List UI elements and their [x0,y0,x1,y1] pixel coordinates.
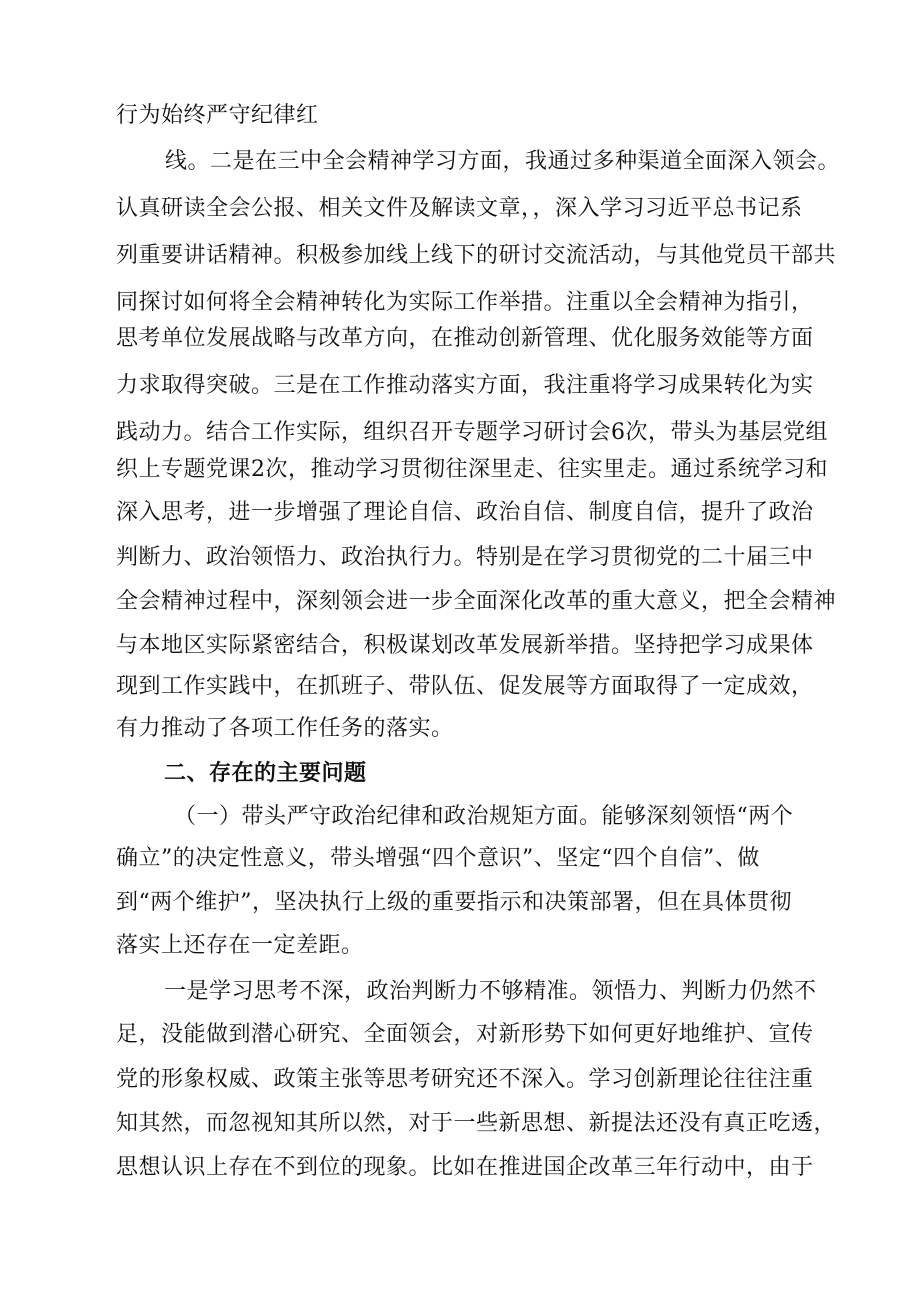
paragraph-line: 知其然，而忽视知其所以然，对于一些新思想、新提法还没有真正吃透， [116,1111,836,1136]
paragraph-line: 确立”的决定性意义，带头增强“四个意识”、坚定“四个自信”、做 [116,846,760,871]
paragraph-line: 线。二是在三中全会精神学习方面，我通过多种渠道全面深入领会。 [165,149,841,174]
paragraph-line: 有力推动了各项工作任务的落实。 [116,716,454,741]
paragraph-line: 一是学习思考不深，政治判断力不够精准。领悟力、判断力仍然不 [164,979,817,1004]
paragraph-line: 力求取得突破。三是在工作推动落实方面，我注重将学习成果转化为实 [116,373,814,398]
paragraph-line: 足，没能做到潜心研究、全面领会，对新形势下如何更好地维护、宣传 [116,1022,814,1047]
paragraph-line: 认真研读全会公报、相关文件及解读文章，，深入学习习近平总书记系 [116,196,803,221]
section-heading: 二、存在的主要问题 [164,761,367,786]
paragraph-line: 与本地区实际紧密结合，积极谋划改革发展新举措。坚持把学习成果体 [116,633,814,658]
paragraph-line: （一）带头严守政治纪律和政治规矩方面。能够深刻领悟“两个 [174,804,794,829]
paragraph-line: 到“两个维护”，坚决执行上级的重要指示和决策部署，但在具体贯彻 [116,890,792,915]
paragraph-line: 落实上还存在一定差距。 [116,933,364,958]
paragraph-line: 深入思考，进一步增强了理论自信、政治自信、制度自信，提升了政治 [116,500,814,525]
paragraph-line: 行为始终严守纪律红 [116,103,319,128]
paragraph-line: 织上专题党课2次，推动学习贯彻往深里走、往实里走。通过系统学习和 [116,457,828,482]
paragraph-line: 思考单位发展战略与改革方向，在推动创新管理、优化服务效能等方面 [116,326,814,351]
paragraph-line: 现到工作实践中，在抓班子、带队伍、促发展等方面取得了一定成效， [116,674,814,699]
paragraph-line: 同探讨如何将全会精神转化为实际工作举措。注重以全会精神为指引， [116,290,814,315]
paragraph-line: 判断力、政治领悟力、政治执行力。特别是在学习贯彻党的二十届三中 [116,545,814,570]
paragraph-line: 思想认识上存在不到位的现象。比如在推进国企改革三年行动中，由于 [116,1155,814,1180]
paragraph-line: 列重要讲话精神。积极参加线上线下的研讨交流活动，与其他党员干部共 [116,243,836,268]
paragraph-line: 党的形象权威、政策主张等思考研究还不深入。学习创新理论往往注重 [116,1067,814,1092]
paragraph-line: 践动力。结合工作实际，组织召开专题学习研讨会6次，带头为基层党组 [116,420,828,445]
paragraph-line: 全会精神过程中，深刻领会进一步全面深化改革的重大意义，把全会精神 [116,589,836,614]
